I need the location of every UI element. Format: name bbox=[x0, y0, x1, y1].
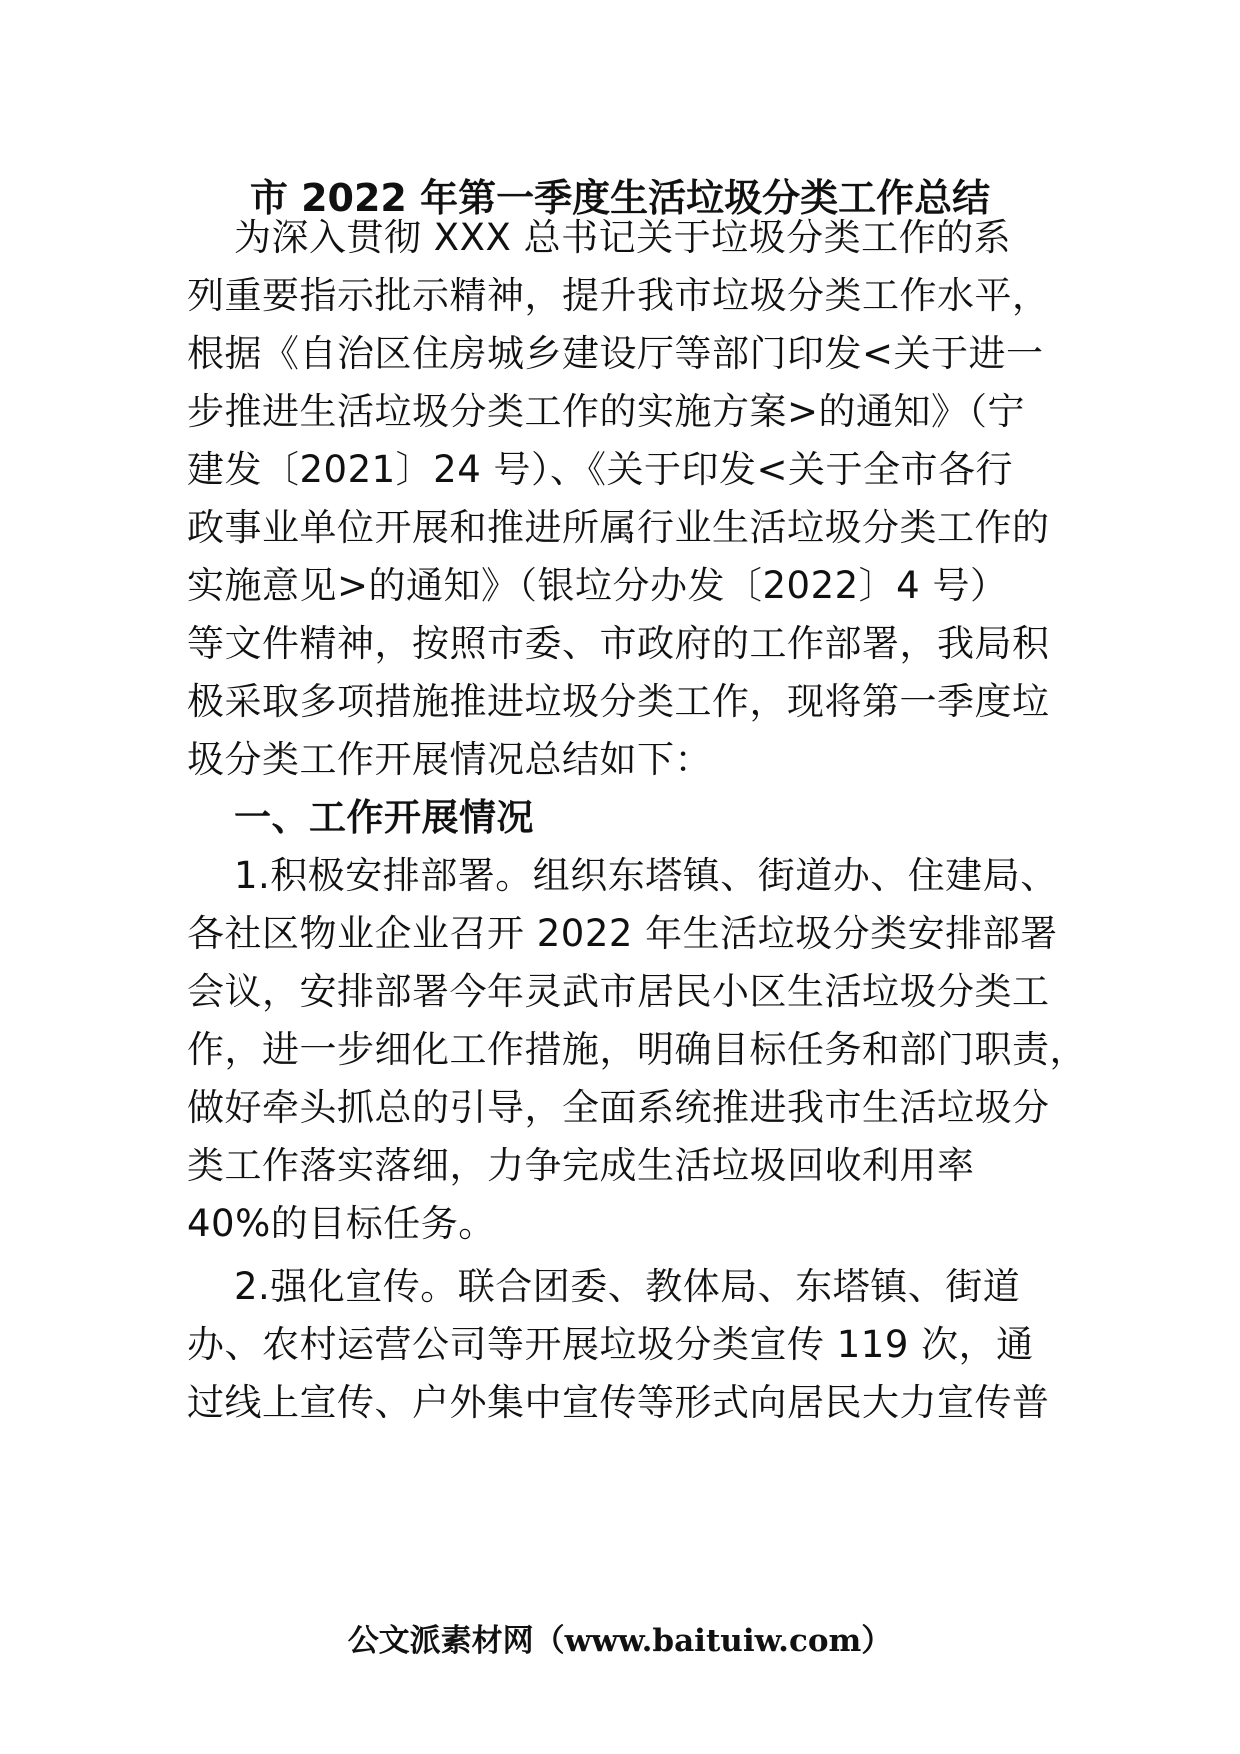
item-1-line: 会议，安排部署今年灵武市居民小区生活垃圾分类工 bbox=[187, 970, 1050, 1013]
intro-line: 实施意见>的通知》（银垃分办发〔2022〕4 号） bbox=[187, 564, 1008, 607]
item-2-line: 2.强化宣传。联合团委、教体局、东塔镇、街道 bbox=[234, 1265, 1021, 1308]
intro-line: 等文件精神，按照市委、市政府的工作部署，我局积 bbox=[187, 622, 1050, 665]
intro-line: 政事业单位开展和推进所属行业生活垃圾分类工作的 bbox=[187, 506, 1050, 549]
item-1-line: 作，进一步细化工作措施，明确目标任务和部门职责， bbox=[187, 1028, 1087, 1071]
intro-line: 步推进生活垃圾分类工作的实施方案>的通知》（宁 bbox=[187, 390, 1026, 433]
intro-line: 圾分类工作开展情况总结如下： bbox=[187, 738, 712, 781]
item-1-line: 40%的目标任务。 bbox=[187, 1202, 496, 1245]
page-title: 市 2022 年第一季度生活垃圾分类工作总结 bbox=[249, 176, 991, 220]
item-1-line: 做好牵头抓总的引导，全面系统推进我市生活垃圾分 bbox=[187, 1086, 1050, 1129]
item-1-line: 各社区物业企业召开 2022 年生活垃圾分类安排部署 bbox=[187, 912, 1058, 955]
item-2-line: 办、农村运营公司等开展垃圾分类宣传 119 次，通 bbox=[187, 1323, 1034, 1366]
intro-line: 为深入贯彻 XXX 总书记关于垃圾分类工作的系 bbox=[234, 216, 1012, 259]
footer-watermark: 公文派素材网（www.baituiw.com） bbox=[347, 1623, 893, 1659]
item-1-line: 类工作落实落细，力争完成生活垃圾回收利用率 bbox=[187, 1144, 975, 1187]
intro-line: 极采取多项措施推进垃圾分类工作，现将第一季度垃 bbox=[187, 680, 1050, 723]
intro-line: 列重要指示批示精神，提升我市垃圾分类工作水平， bbox=[187, 274, 1050, 317]
item-1-line: 1.积极安排部署。组织东塔镇、街道办、住建局、 bbox=[234, 854, 1058, 897]
section-heading: 一、工作开展情况 bbox=[234, 796, 534, 839]
intro-line: 根据《自治区住房城乡建设厅等部门印发<关于进一 bbox=[187, 332, 1044, 375]
intro-line: 建发〔2021〕24 号）、《关于印发<关于全市各行 bbox=[187, 448, 1014, 491]
item-2-line: 过线上宣传、户外集中宣传等形式向居民大力宣传普 bbox=[187, 1381, 1050, 1424]
